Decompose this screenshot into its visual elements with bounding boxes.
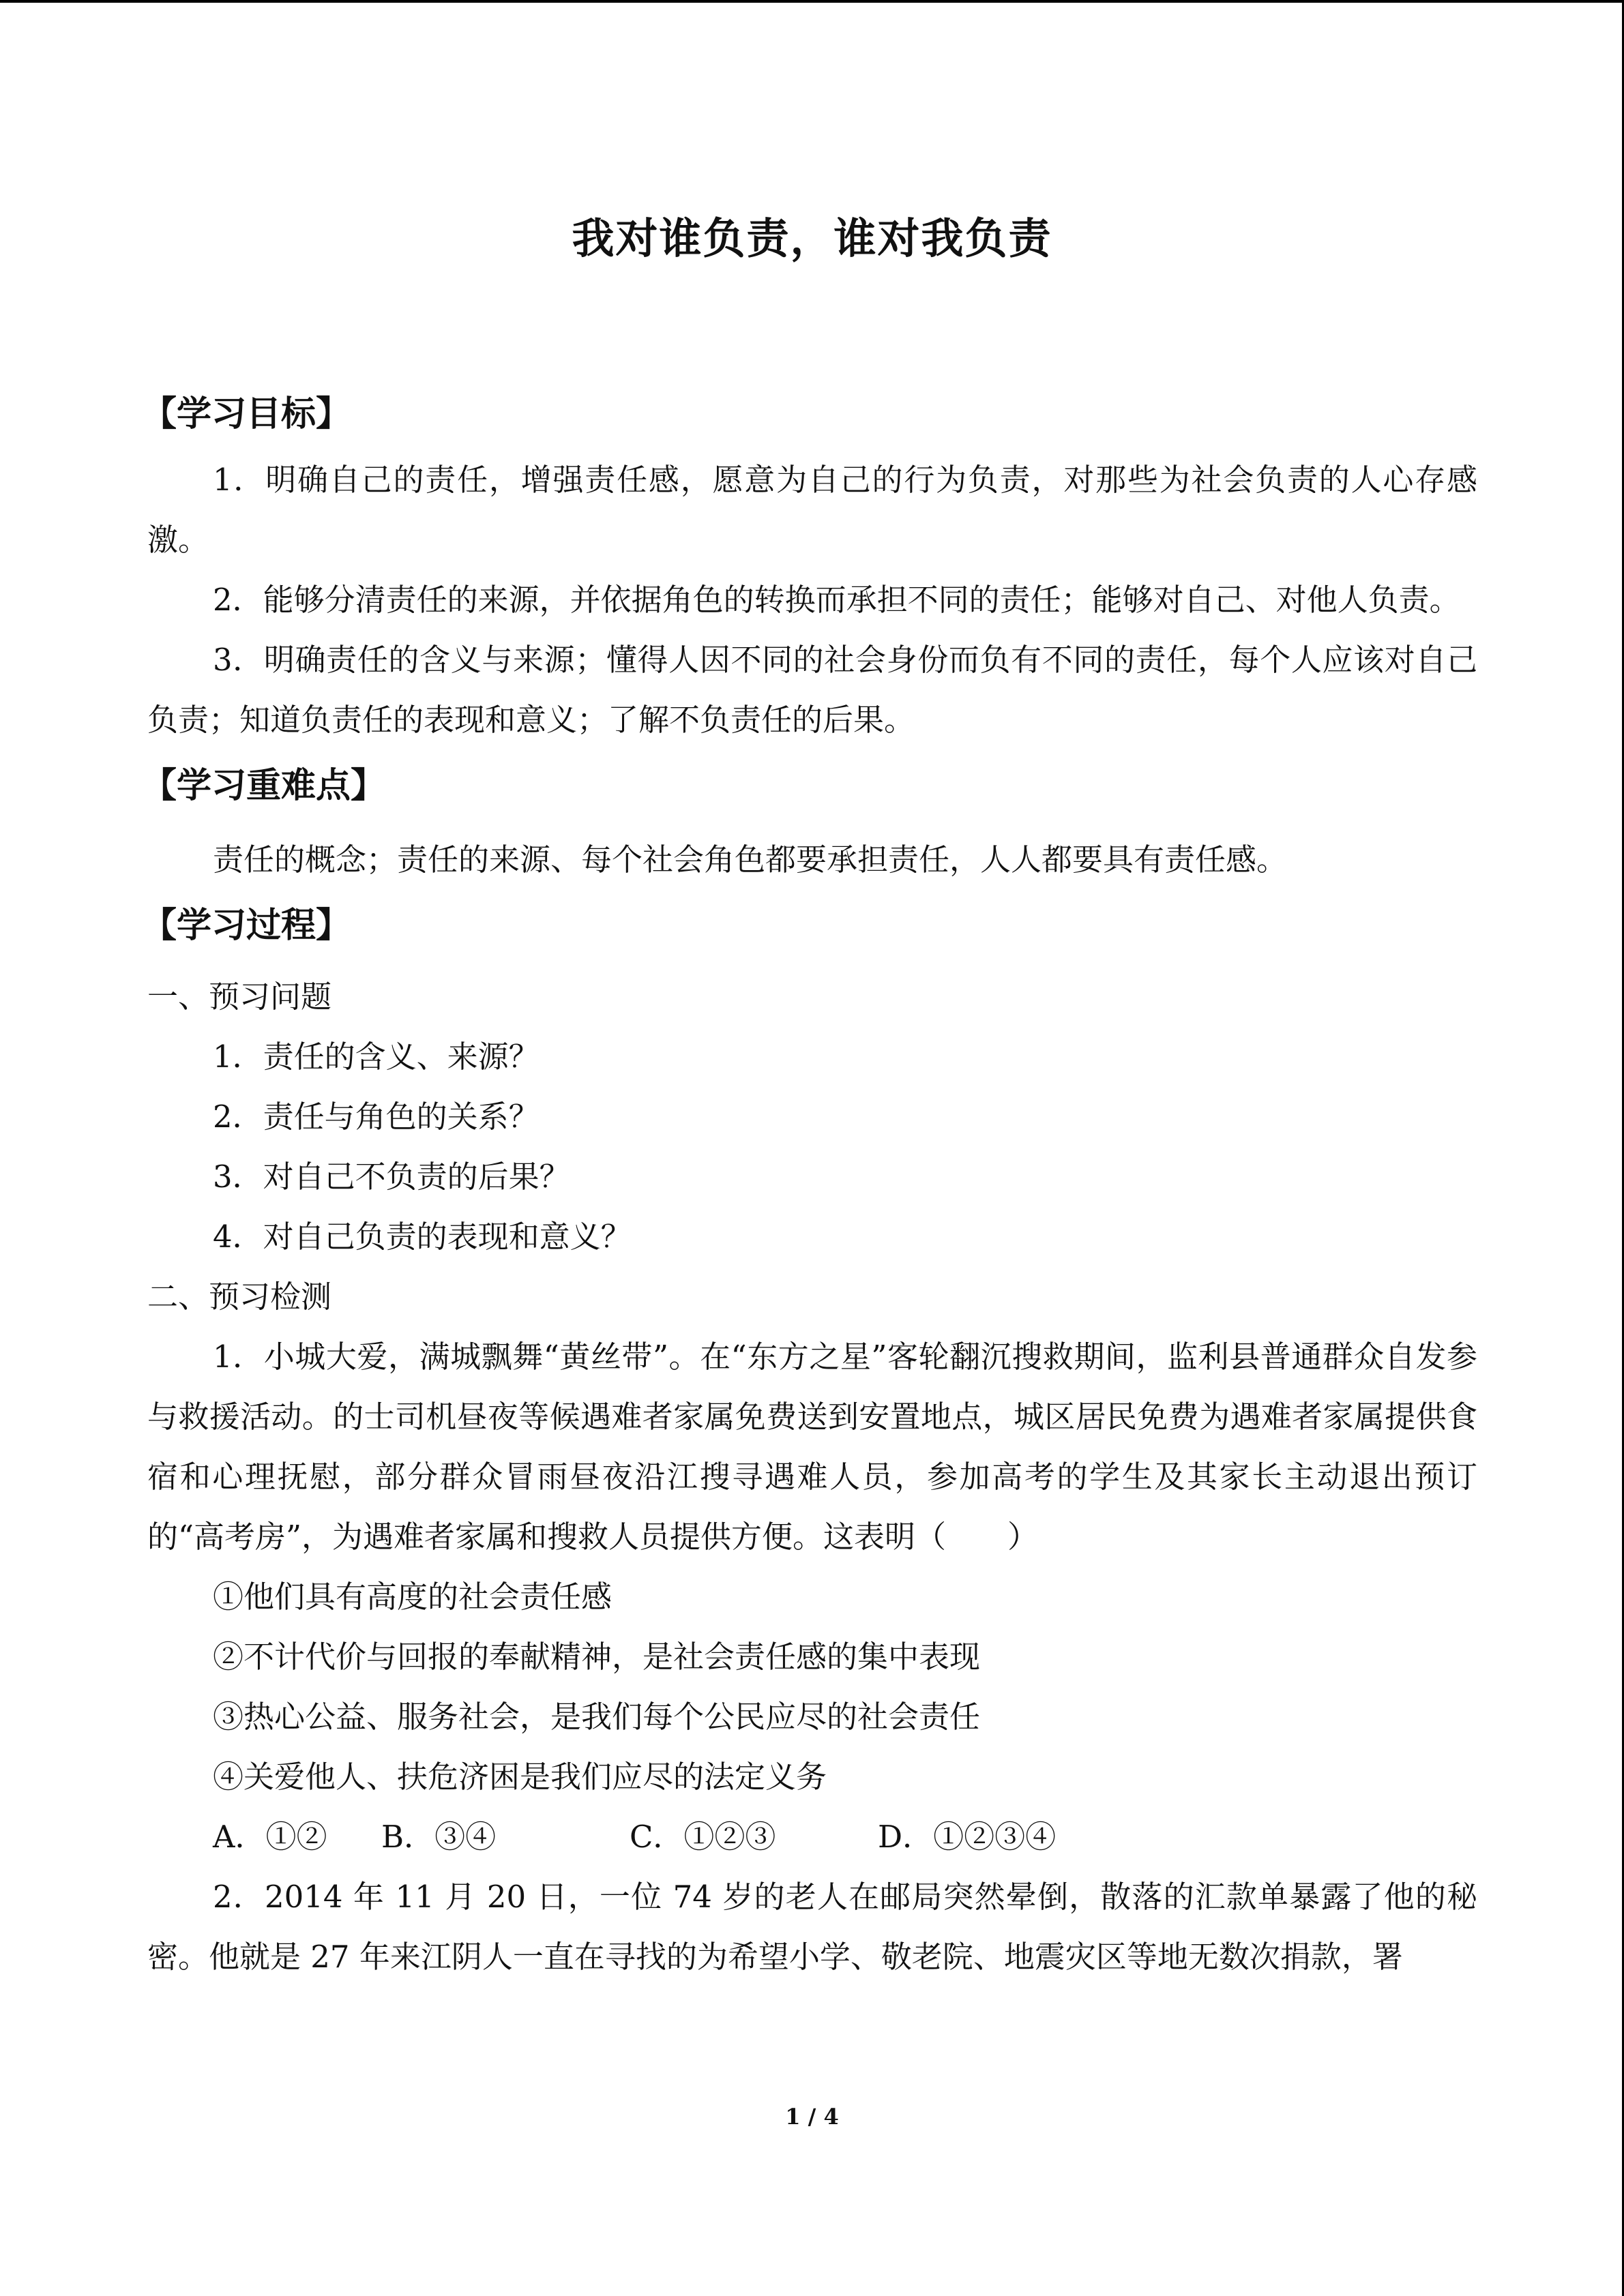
goal-item: 1．明确自己的责任，增强责任感，愿意为自己的行为负责，对那些为社会负责的人心存感激。 bbox=[147, 462, 1477, 558]
question-2-stem: 2．2014 年 11 月 20 日，一位 74 岁的老人在邮局突然晕倒，散落的汇款单暴露了他的秘密。他就是 27 年来江阴人一直在寻找的为希望小学、敬老院、地震灾区等地无数次捐款，署 bbox=[147, 1879, 1477, 1975]
preview-question: 3．对自己不负责的后果？ bbox=[213, 1159, 570, 1195]
question-1-statement: ②不计代价与回报的奉献精神，是社会责任感的集中表现 bbox=[213, 1639, 981, 1675]
question-1-statement: ④关爱他人、扶危济困是我们应尽的法定义务 bbox=[213, 1759, 827, 1795]
section-heading-goals: 【学习目标】 bbox=[142, 394, 351, 434]
document-body bbox=[142, 378, 1477, 1987]
section-heading-process: 【学习过程】 bbox=[142, 906, 351, 946]
option-c: C．①②③ bbox=[630, 1819, 776, 1855]
section-heading-keypoints: 【学习重难点】 bbox=[142, 766, 386, 806]
top-border bbox=[0, 0, 1624, 3]
document-title: 我对谁负责，谁对我负责 bbox=[572, 213, 1052, 263]
preview-question: 1．责任的含义、来源？ bbox=[213, 1039, 540, 1075]
keypoints-text: 责任的概念；责任的来源、每个社会角色都要承担责任，人人都要具有责任感。 bbox=[213, 841, 1288, 878]
question-1-options bbox=[147, 1807, 1477, 1867]
preview-question: 4．对自己负责的表现和意义？ bbox=[213, 1219, 632, 1255]
question-1-stem: 1．小城大爱，满城飘舞“黄丝带”。在“东方之星”客轮翻沉搜救期间，监利县普通群众自发参与救援活动。的士司机昼夜等候遇难者家属免费送到安置地点，城区居民免费为遇难者家属提供食宿和心理抚慰，部分群众冒雨昼夜沿江搜寻遇难人员，参加高考的学生及其家长主动退出预订的“高考房”，为遇难者家属和搜救人员提供方便。这表明（ ） bbox=[147, 1339, 1477, 1555]
option-d: D．①②③④ bbox=[878, 1819, 1057, 1855]
check-heading: 二、预习检测 bbox=[147, 1279, 332, 1315]
goal-item: 2．能够分清责任的来源，并依据角色的转换而承担不同的责任；能够对自己、对他人负责。 bbox=[213, 582, 1460, 618]
option-a: A．①② bbox=[213, 1819, 327, 1855]
page-number: 1 / 4 bbox=[785, 2104, 839, 2130]
question-1-statement: ①他们具有高度的社会责任感 bbox=[213, 1579, 612, 1615]
option-b: B．③④ bbox=[381, 1819, 497, 1855]
preview-question: 2．责任与角色的关系？ bbox=[213, 1099, 540, 1135]
goal-item: 3．明确责任的含义与来源；懂得人因不同的社会身份而负有不同的责任，每个人应该对自己负责；知道负责任的表现和意义；了解不负责任的后果。 bbox=[147, 642, 1477, 738]
question-1-statement: ③热心公益、服务社会，是我们每个公民应尽的社会责任 bbox=[213, 1699, 981, 1735]
preview-heading: 一、预习问题 bbox=[147, 979, 332, 1015]
